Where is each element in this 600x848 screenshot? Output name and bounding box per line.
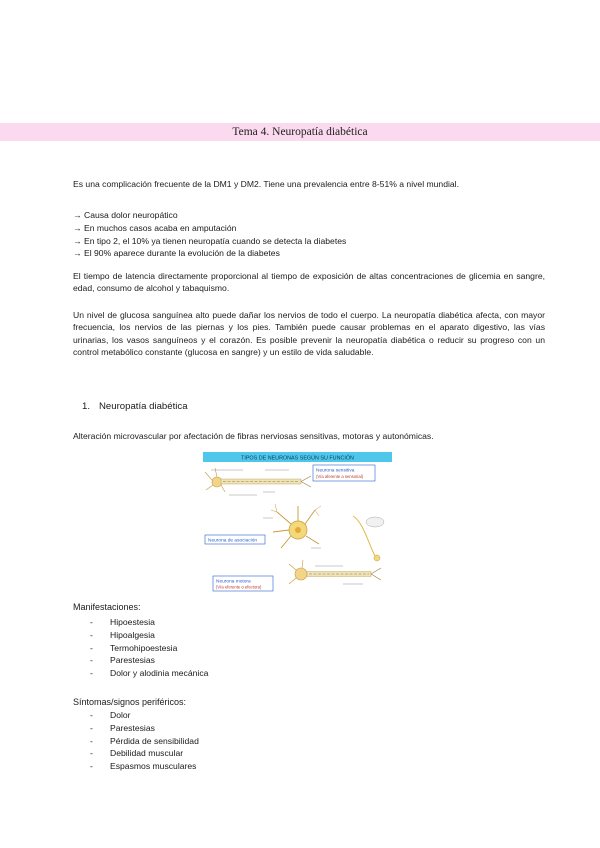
section-title: Neuropatía diabética xyxy=(99,401,188,412)
dash-bullet: - xyxy=(90,629,93,640)
figure-header-text: TIPOS DE NEURONAS SEGÚN SU FUNCIÓN xyxy=(241,455,354,462)
dash-bullet: - xyxy=(90,642,93,653)
association-neuron xyxy=(263,504,384,561)
dash-bullet: - xyxy=(90,668,93,679)
list-item: - Pérdida de sensibilidad xyxy=(90,735,199,746)
dash-bullet: - xyxy=(90,617,93,627)
dash-bullet: - xyxy=(90,748,93,759)
neuron-illustration xyxy=(203,452,392,596)
page-title: Tema 4. Neuropatía diabética xyxy=(232,126,368,138)
glucose-paragraph: Un nivel de glucosa sanguínea alto puede dañar los nervios de todo el cuerpo. La neuropatía diabética afecta, con mayor frecuencia, los nervios de las piernas y los pies. También puede causar problemas en el aparato digestivo, las vías urinarias, los vasos sanguíneos y el corazón. Es posible prevenir la neuropatía diabética o reducir su progreso con un control metabólico constante (glucosa en sangre) y un estilo de vida saludable. xyxy=(73,310,545,358)
label-association: Neurona de asociación xyxy=(208,538,258,544)
key-facts-list xyxy=(73,209,543,260)
list-item: → En tipo 2, el 10% ya tienen neuropatía cuando se detecta la diabetes xyxy=(73,235,347,246)
manifestaciones-heading: Manifestaciones: xyxy=(73,602,141,612)
section-number: 1. xyxy=(82,401,91,412)
motor-neuron xyxy=(289,560,381,584)
list-item: - Hipoestesia xyxy=(90,617,155,627)
list-item: - Dolor xyxy=(90,710,131,720)
list-item: - Dolor y alodinia mecánica xyxy=(90,668,209,679)
dash-bullet: - xyxy=(90,761,93,772)
manifestaciones-list xyxy=(90,616,390,680)
list-item: - Parestesias xyxy=(90,722,155,733)
sintomas-heading: Síntomas/signos periféricos: xyxy=(73,697,187,707)
intro-paragraph: Es una complicación frecuente de la DM1 y DM2. Tiene una prevalencia entre 8-51% a nivel mundial. xyxy=(73,179,459,189)
label-motor-sub: (Vía eferente o efectora) xyxy=(216,584,262,590)
sintomas-list xyxy=(90,709,390,773)
list-item: - Debilidad muscular xyxy=(90,748,184,759)
label-motor: Neurona motora xyxy=(216,579,251,585)
dash-bullet: - xyxy=(90,722,93,733)
list-item: - Parestesias xyxy=(90,655,155,666)
latency-paragraph: El tiempo de latencia directamente proporcional al tiempo de exposición de altas concentraciones de glicemia en sangre, edad, consumo de alcohol y tabaquismo. xyxy=(73,271,545,294)
sensory-neuron xyxy=(205,468,311,495)
list-item: → El 90% aparece durante la evolución de la diabetes xyxy=(73,248,280,259)
list-item: - Termohipoestesia xyxy=(90,642,178,653)
list-item: → Causa dolor neuropático xyxy=(73,210,178,220)
list-item: - Espasmos musculares xyxy=(90,761,197,772)
list-item: → En muchos casos acaba en amputación xyxy=(73,222,237,233)
list-item: - Hipoalgesia xyxy=(90,629,155,640)
dash-bullet: - xyxy=(90,735,93,746)
label-sensory: Neurona sensitiva xyxy=(316,468,355,474)
section-heading xyxy=(82,401,188,412)
dash-bullet: - xyxy=(90,655,93,666)
neuron-types-figure xyxy=(203,452,392,596)
section-description: Alteración microvascular por afectación de fibras nerviosas sensitivas, motoras y autonómicas. xyxy=(73,431,434,441)
label-sensory-sub: (Vía aferente a sensorial) xyxy=(316,473,364,479)
dash-bullet: - xyxy=(90,710,93,720)
